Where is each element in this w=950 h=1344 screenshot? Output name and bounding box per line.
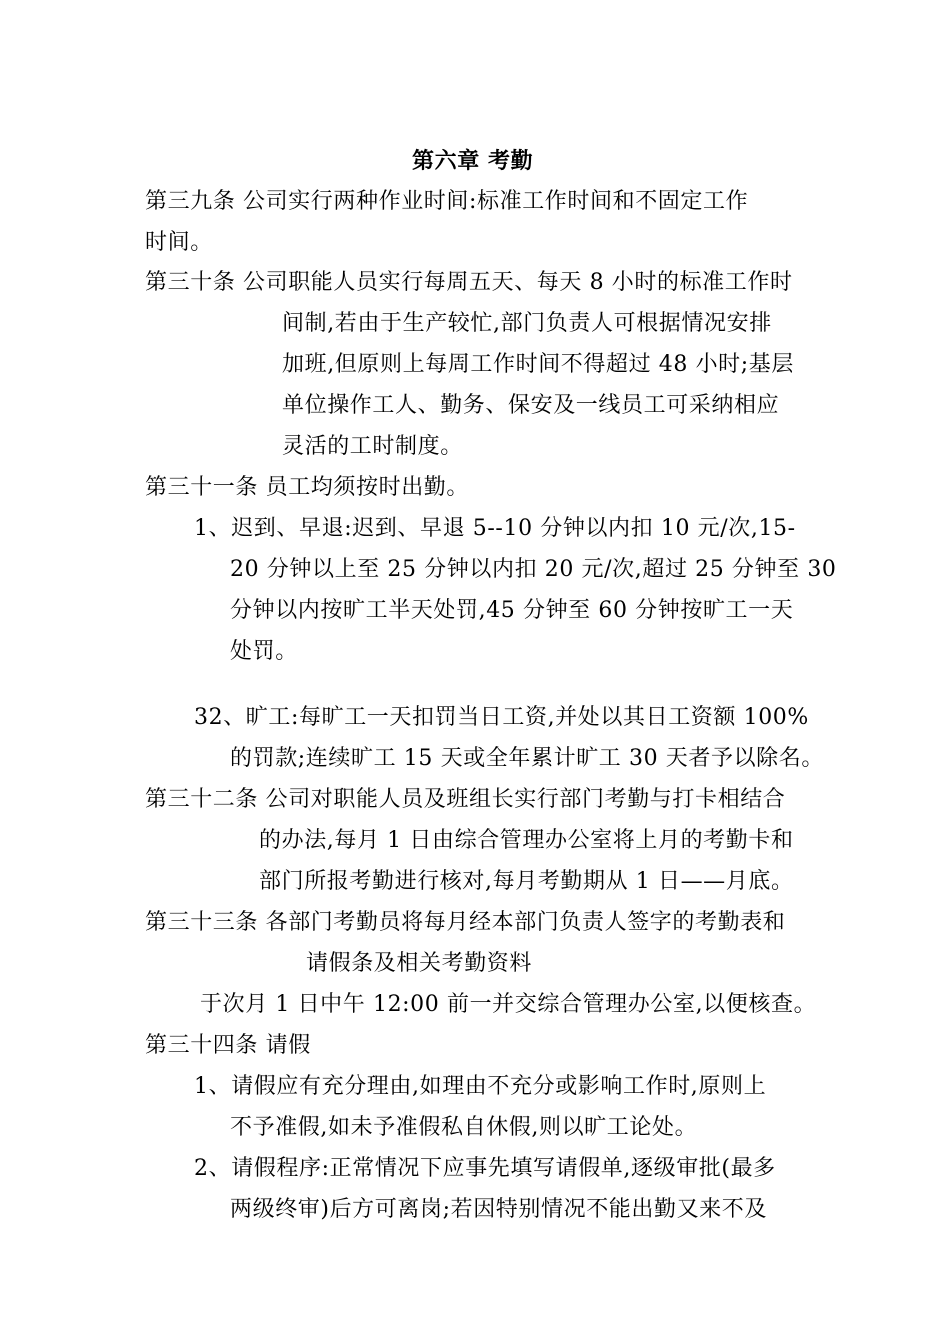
article-31-item-1-line-3: 分钟以内按旷工半天处罚,45 分钟至 60 分钟按旷工一天 xyxy=(230,598,794,623)
article-34-item-2-line-2: 两级终审)后方可离岗;若因特别情况不能出勤又来不及 xyxy=(230,1197,767,1222)
article-31-item-1-line-1: 1、迟到、早退:迟到、早退 5--10 分钟以内扣 10 元/次,15- xyxy=(194,516,796,541)
article-31-item-1-line-4: 处罚。 xyxy=(230,639,298,664)
article-39-line-1: 第三九条 公司实行两种作业时间:标准工作时间和不固定工作 xyxy=(145,189,749,214)
article-30-line-2: 间制,若由于生产较忙,部门负责人可根据情况安排 xyxy=(282,311,772,336)
article-31-item-2-line-1: 32、旷工:每旷工一天扣罚当日工资,并处以其日工资额 100% xyxy=(194,705,809,730)
article-30-line-4: 单位操作工人、勤务、保安及一线员工可采纳相应 xyxy=(282,393,780,418)
article-33-line-3: 于次月 1 日中午 12:00 前一并交综合管理办公室,以便核查。 xyxy=(200,992,817,1017)
article-33-line-2: 请假条及相关考勤资料 xyxy=(306,951,533,976)
article-30-line-5: 灵活的工时制度。 xyxy=(282,434,463,459)
article-33-line-1: 第三十三条 各部门考勤员将每月经本部门负责人签字的考勤表和 xyxy=(145,910,786,935)
article-34-item-1-line-2: 不予准假,如未予准假私自休假,则以旷工论处。 xyxy=(230,1115,698,1140)
article-30-line-3: 加班,但原则上每周工作时间不得超过 48 小时;基层 xyxy=(282,352,794,377)
article-39-line-2: 时间。 xyxy=(145,230,213,255)
article-31-item-2-line-2: 的罚款;连续旷工 15 天或全年累计旷工 30 天者予以除名。 xyxy=(230,746,824,771)
article-34-item-1-line-1: 1、请假应有充分理由,如理由不充分或影响工作时,原则上 xyxy=(194,1074,767,1099)
article-32-line-2: 的办法,每月 1 日由综合管理办公室将上月的考勤卡和 xyxy=(259,828,794,853)
article-31-line-1: 第三十一条 员工均须按时出勤。 xyxy=(145,475,469,500)
article-31-item-1-line-2: 20 分钟以上至 25 分钟以内扣 20 元/次,超过 25 分钟至 30 xyxy=(230,557,837,582)
chapter-title: 第六章 考勤 xyxy=(412,148,534,174)
article-30-line-1: 第三十条 公司职能人员实行每周五天、每天 8 小时的标准工作时 xyxy=(145,270,793,295)
article-32-line-3: 部门所报考勤进行核对,每月考勤期从 1 日——月底。 xyxy=(259,869,794,894)
article-32-line-1: 第三十二条 公司对职能人员及班组长实行部门考勤与打卡相结合 xyxy=(145,787,786,812)
article-34-line-1: 第三十四条 请假 xyxy=(145,1033,311,1058)
article-34-item-2-line-1: 2、请假程序:正常情况下应事先填写请假单,逐级审批(最多 xyxy=(194,1156,776,1181)
